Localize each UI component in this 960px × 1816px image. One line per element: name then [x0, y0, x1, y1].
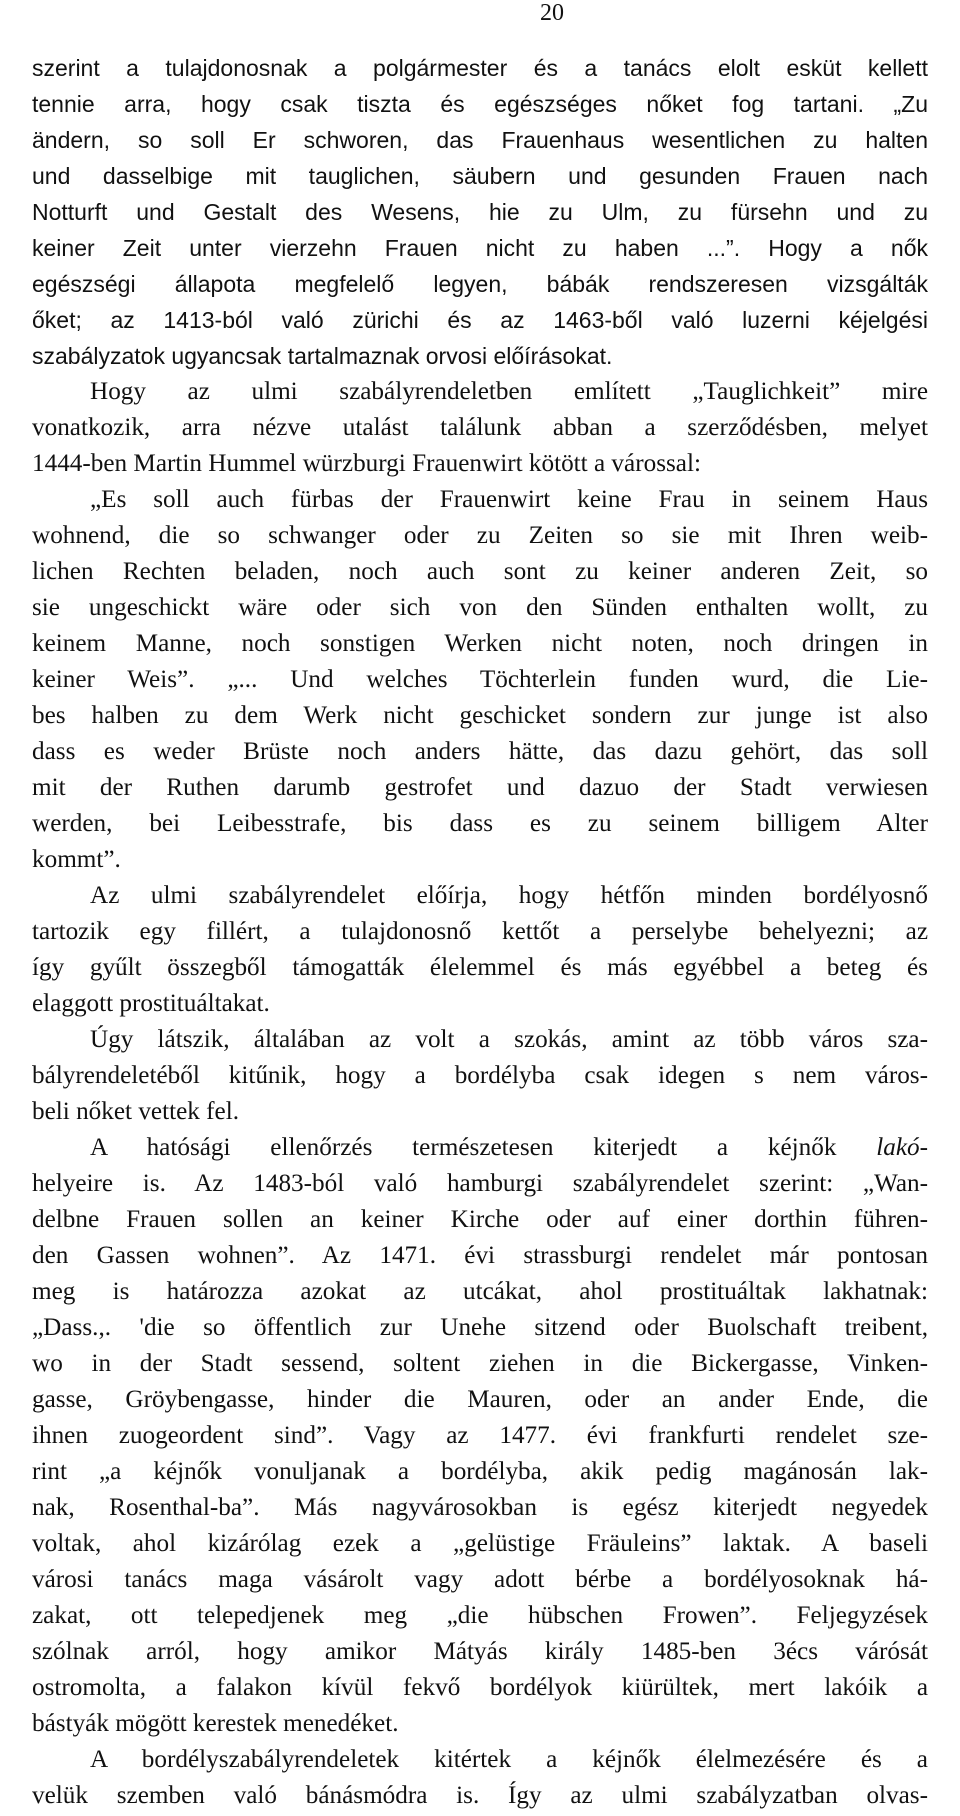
text-line: [32, 592, 928, 628]
text-line: [32, 1600, 928, 1636]
text-line: [32, 1276, 928, 1312]
text-line-content: mit der Ruthen darumb gestrofet und dazuo der Stadt verwiesen: [32, 774, 928, 801]
text-line-content: A hatósági ellenőrzés természetesen kiterjedt a kéjnők: [90, 1134, 877, 1161]
text-line: [32, 1420, 928, 1456]
text-line: [32, 1240, 928, 1276]
text-line-content: 1444-ben Martin Hummel würzburgi Frauenwirt kötött a várossal:: [32, 450, 701, 477]
text-line-content: Hogy az ulmi szabályrendeletben említett „Tauglichkeit” mire: [90, 378, 928, 405]
text-line: [32, 700, 928, 736]
text-line-content: beli nőket vettek fel.: [32, 1098, 240, 1125]
text-line-content: Notturft und Gestalt des Wesens, hie zu Ulm, zu fürsehn und zu: [32, 199, 928, 225]
text-line: [32, 844, 928, 880]
text-line-content: szerint a tulajdonosnak a polgármester és a tanács elolt esküt kellett: [32, 55, 928, 81]
text-line-content: Úgy látszik, általában az volt a szokás, amint az több város sza-: [90, 1026, 928, 1053]
text-line-content: wo in der Stadt sessend, soltent ziehen in die Bickergasse, Vinken-: [32, 1350, 928, 1377]
text-line-content: zakat, ott telepedjenek meg „die hübschen Frowen”. Feljegyzések: [32, 1602, 928, 1629]
text-line: [32, 268, 928, 304]
text-line-content: A bordélyszabályrendeletek kitértek a kéjnők élelmezésére és a: [90, 1746, 928, 1773]
text-line: [32, 1024, 928, 1060]
text-line-content: lichen Rechten beladen, noch auch sont zu keiner anderen Zeit, so: [32, 558, 928, 585]
text-line: [32, 1564, 928, 1600]
text-line: [32, 880, 928, 916]
text-line-content: bes halben zu dem Werk nicht geschicket sondern zur junge ist also: [32, 702, 928, 729]
text-line: [32, 196, 928, 232]
text-line-content: őket; az 1413-ból való zürichi és az 1463-ből való luzerni kéjelgési: [32, 307, 928, 333]
text-line-content: sie ungeschickt wäre oder sich von den Sünden enthalten wollt, zu: [32, 594, 928, 621]
text-line: [32, 88, 928, 124]
text-line-content: gasse, Gröybengasse, hinder die Mauren, oder an ander Ende, die: [32, 1386, 928, 1413]
text-line: [32, 1132, 928, 1168]
text-line: [32, 1060, 928, 1096]
text-line: [32, 1780, 928, 1816]
text-line-content: szólnak arról, hogy amikor Mátyás király 1485-ben 3écs várósát: [32, 1638, 928, 1665]
text-line-content: delbne Frauen sollen an keiner Kirche oder auf einer dorthin führen-: [32, 1206, 928, 1233]
text-line: [32, 484, 928, 520]
text-line-content: voltak, ahol kizárólag ezek a „gelüstige Fräuleins” laktak. A baseli: [32, 1530, 928, 1557]
text-line-content: velük szemben való bánásmódra is. Így az ulmi szabályzatban olvas-: [32, 1782, 928, 1809]
text-line-content: und dasselbige mit tauglichen, säubern und gesunden Frauen nach: [32, 163, 928, 189]
text-line-content: vonatkozik, arra nézve utalást találunk abban a szerződésben, melyet: [32, 414, 928, 441]
text-line-content: werden, bei Leibesstrafe, bis dass es zu seinem billigem Alter: [32, 810, 928, 837]
text-line: [32, 1312, 928, 1348]
text-line-content: városi tanács maga vásárolt vagy adott bérbe a bordélyosoknak há-: [32, 1566, 928, 1593]
text-line-content: egészségi állapota megfelelő legyen, bábák rendszeresen vizsgálták: [32, 271, 928, 297]
text-line: [32, 232, 928, 268]
text-line: [32, 1708, 928, 1744]
text-line: [32, 1384, 928, 1420]
text-line-content: rint „a kéjnők vonuljanak a bordélyba, akik pedig magánosán lak-: [32, 1458, 928, 1485]
text-line: [32, 772, 928, 808]
page-number: 20: [540, 0, 564, 26]
text-line: [32, 808, 928, 844]
text-line: [32, 628, 928, 664]
body-text: [32, 52, 928, 1816]
text-line: [32, 160, 928, 196]
text-line: [32, 520, 928, 556]
text-line-content: keiner Weis”. „... Und welches Töchterlein funden wurd, die Lie-: [32, 666, 928, 693]
text-line-content: szabályzatok ugyancsak tartalmaznak orvosi előírásokat.: [32, 343, 613, 369]
text-line: [32, 1528, 928, 1564]
text-line: [32, 1744, 928, 1780]
text-line: [32, 1348, 928, 1384]
text-line: [32, 1204, 928, 1240]
text-line: [32, 1096, 928, 1132]
text-line-content: bástyák mögött kerestek menedéket.: [32, 1710, 399, 1737]
text-line-content: tartozik egy fillért, a tulajdonosnő kettőt a perselybe behelyezni; az: [32, 918, 928, 945]
text-line-content: tennie arra, hogy csak tiszta és egészséges nőket fog tartani. „Zu: [32, 91, 928, 117]
text-line: [32, 952, 928, 988]
text-line: [32, 376, 928, 412]
text-line: [32, 916, 928, 952]
text-line: [32, 1168, 928, 1204]
text-line-content: így gyűlt összegből támogatták élelemmel és más egyébbel a beteg és: [32, 954, 928, 981]
italic-word: lakó-: [876, 1134, 928, 1161]
text-line-content: den Gassen wohnen”. Az 1471. évi strassburgi rendelet már pontosan: [32, 1242, 928, 1269]
text-line-content: helyeire is. Az 1483-ból való hamburgi szabályrendelet szerint: „Wan-: [32, 1170, 928, 1197]
text-line: [32, 52, 928, 88]
text-line: [32, 736, 928, 772]
text-line-content: kommt”.: [32, 846, 121, 873]
text-line: [32, 412, 928, 448]
text-line-content: „Es soll auch fürbas der Frauenwirt keine Frau in seinem Haus: [90, 486, 928, 513]
text-line-content: keiner Zeit unter vierzehn Frauen nicht zu haben ...”. Hogy a nők: [32, 235, 928, 261]
text-line: [32, 1492, 928, 1528]
text-line-content: elaggott prostituáltakat.: [32, 990, 270, 1017]
text-line-content: dass es weder Brüste noch anders hätte, das dazu gehört, das soll: [32, 738, 928, 765]
text-line: [32, 988, 928, 1024]
text-line-content: wohnend, die so schwanger oder zu Zeiten so sie mit Ihren weib-: [32, 522, 928, 549]
text-line: [32, 664, 928, 700]
text-line-content: nak, Rosenthal-ba”. Más nagyvárosokban is egész kiterjedt negyedek: [32, 1494, 928, 1521]
text-line: [32, 124, 928, 160]
text-line: [32, 1672, 928, 1708]
text-line-content: ihnen zuogeordent sind”. Vagy az 1477. évi frankfurti rendelet sze-: [32, 1422, 928, 1449]
text-line-content: ostromolta, a falakon kívül fekvő bordélyok kiürültek, mert lakóik a: [32, 1674, 928, 1701]
text-line-content: keinem Manne, noch sonstigen Werken nicht noten, noch dringen in: [32, 630, 928, 657]
text-line: [32, 556, 928, 592]
text-line-content: meg is határozza azokat az utcákat, ahol prostituáltak lakhatnak:: [32, 1278, 928, 1305]
text-line: [32, 304, 928, 340]
text-line-content: ändern, so soll Er schworen, das Frauenhaus wesentlichen zu halten: [32, 127, 928, 153]
text-line: [32, 448, 928, 484]
text-line-content: Az ulmi szabályrendelet előírja, hogy hétfőn minden bordélyosnő: [90, 882, 928, 909]
text-line: [32, 340, 928, 376]
text-line: [32, 1636, 928, 1672]
text-line: [32, 1456, 928, 1492]
text-line-content: bályrendeletéből kitűnik, hogy a bordélyba csak idegen s nem város-: [32, 1062, 928, 1089]
text-line-content: „Dass.,. 'die so öffentlich zur Unehe sitzend oder Buolschaft treibent,: [32, 1314, 928, 1341]
